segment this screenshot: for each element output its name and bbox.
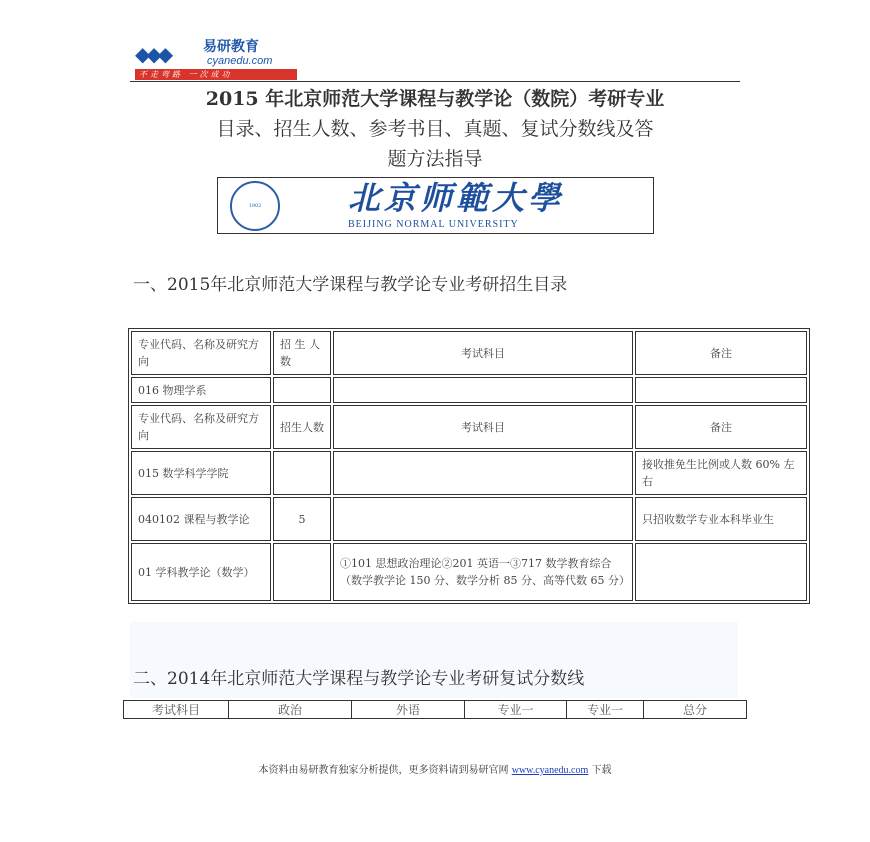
header-cell: 考试科目: [333, 331, 633, 375]
table-row: [131, 543, 807, 601]
header-cell: 政治: [229, 701, 352, 719]
page-title: [125, 84, 745, 174]
header-cell: 总分: [644, 701, 747, 719]
cell: [635, 377, 807, 403]
footer-suffix: 下载: [591, 765, 612, 776]
cell: [333, 451, 633, 495]
header-cell: 专业一: [465, 701, 567, 719]
title-line: 2015 年北京师范大学课程与教学论（数院）考研专业: [205, 88, 665, 110]
header-cell: 备注: [635, 331, 807, 375]
header-cell: 招 生 人数: [273, 331, 331, 375]
cell: 接收推免生比例或人数 60% 左右: [635, 451, 807, 495]
cell: [273, 543, 331, 601]
header-cell: 专业一: [567, 701, 644, 719]
cell: 只招收数学专业本科毕业生: [635, 497, 807, 541]
table-header-row: [131, 331, 807, 375]
cell: [333, 377, 633, 403]
bnu-name-en: BEIJING NORMAL UNIVERSITY: [348, 219, 519, 230]
title-line: 目录、招生人数、参考书目、真题、复试分数线及答: [216, 118, 654, 140]
header-cell: 考试科目: [124, 701, 229, 719]
footer-link[interactable]: www.cyanedu.com: [511, 765, 589, 776]
section2-heading: 二、2014年北京师范大学课程与教学论专业考研复试分数线: [133, 669, 585, 689]
cell: 备注: [635, 405, 807, 449]
logo-name: 易研教育: [203, 39, 259, 55]
bnu-emblem-banner: [217, 177, 654, 234]
title-line: 题方法指导: [387, 148, 483, 170]
cell: 040102 课程与教学论: [131, 497, 271, 541]
cell: [635, 543, 807, 601]
header-cell: 专业代码、名称及研究方向: [131, 331, 271, 375]
cell: 01 学科教学论（数学）: [131, 543, 271, 601]
logo-mark-icon: ◆◆◆: [135, 42, 170, 66]
cell: [333, 497, 633, 541]
cell: 5: [273, 497, 331, 541]
bnu-seal-icon: 1902: [230, 181, 280, 231]
cell: 考试科目: [333, 405, 633, 449]
enrollment-table: [128, 328, 810, 604]
table-header-row: [124, 701, 747, 719]
cell: 015 数学科学学院: [131, 451, 271, 495]
cell: [273, 451, 331, 495]
score-line-table: [123, 700, 747, 719]
table-row: [131, 405, 807, 449]
logo-domain: cyanedu.com: [207, 55, 273, 67]
cell: [273, 377, 331, 403]
table-row: [131, 497, 807, 541]
cell: 招生人数: [273, 405, 331, 449]
cell: 专业代码、名称及研究方向: [131, 405, 271, 449]
section1-heading: 一、2015年北京师范大学课程与教学论专业考研招生目录: [133, 275, 568, 295]
footer-text: 本资料由易研教育独家分析提供，更多资料请到易研官网: [258, 765, 509, 776]
logo-slogan: 不走弯路 一次成功: [135, 69, 297, 80]
cell: 016 物理学系: [131, 377, 271, 403]
bnu-name-cn: 北京师範大學: [348, 179, 565, 217]
table-row: [131, 377, 807, 403]
header-cell: 外语: [352, 701, 465, 719]
header-divider: [130, 81, 740, 82]
footer: [0, 761, 870, 776]
cyanedu-logo: [135, 40, 297, 80]
cell: ①101 思想政治理论②201 英语一③717 数学教育综合（数学教学论 150 分、数学分析 85 分、高等代数 65 分）: [333, 543, 633, 601]
table-row: [131, 451, 807, 495]
